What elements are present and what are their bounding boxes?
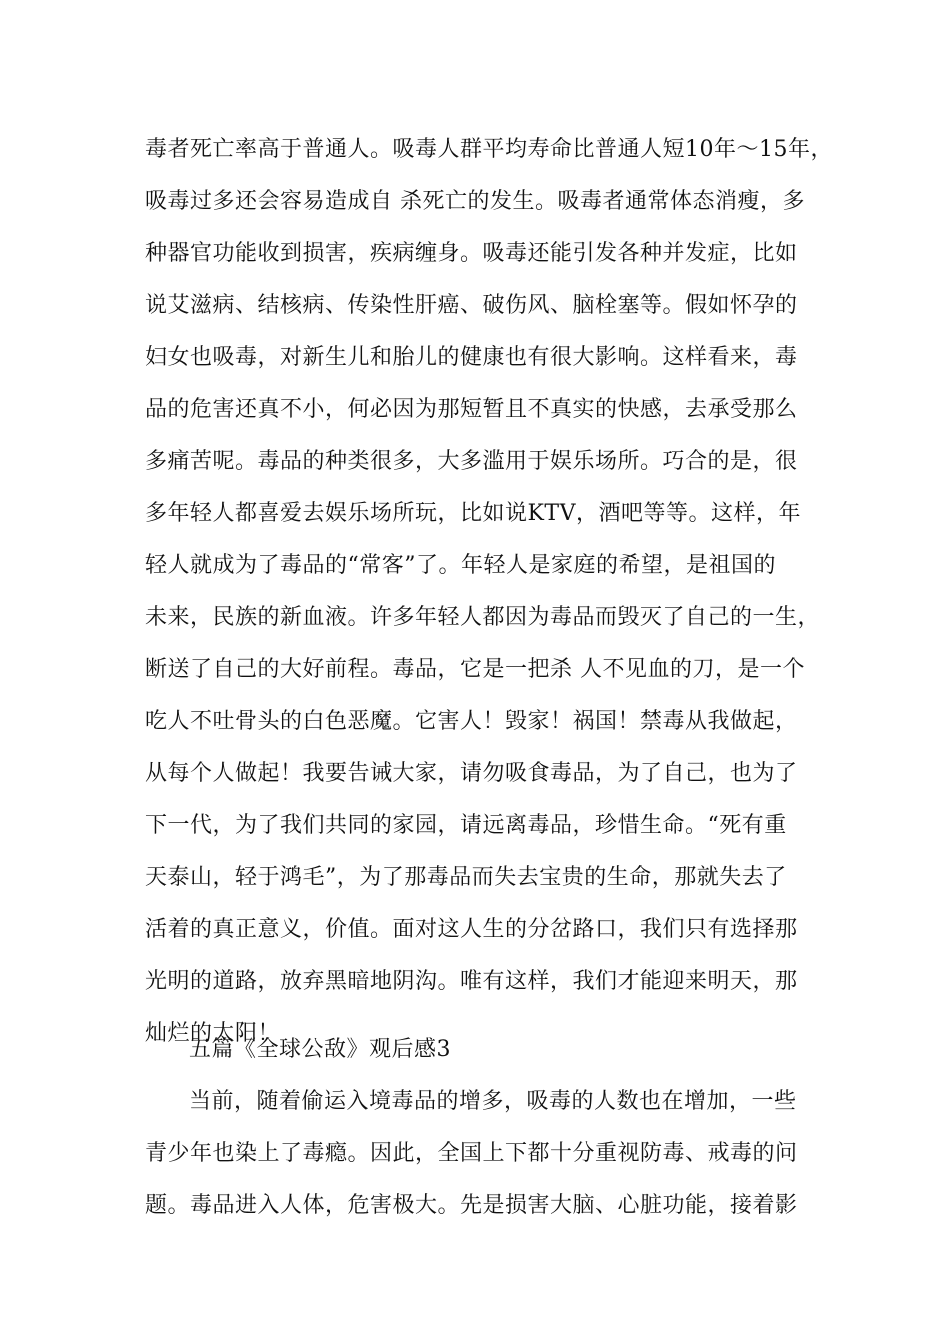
text-line: 天泰山，轻于鸿毛”，为了那毒品而失去宝贵的生命，那就失去了 — [145, 865, 787, 890]
text-line: 灿烂的太阳！ — [145, 1021, 281, 1046]
text-line: 未来，民族的新血液。许多年轻人都因为毒品而毁灭了自己的一生， — [145, 605, 821, 630]
body-paragraph-1 — [145, 124, 833, 1060]
text-line: 当前，随着偷运入境毒品的增多，吸毒的人数也在增加，一些 — [189, 1089, 797, 1114]
text-line: 光明的道路，放弃黑暗地阴沟。唯有这样，我们才能迎来明天，那 — [145, 969, 798, 994]
text-line: 种器官功能收到损害，疾病缠身。吸毒还能引发各种并发症，比如 — [145, 241, 798, 266]
text-line: 妇女也吸毒，对新生儿和胎儿的健康也有很大影响。这样看来，毒 — [145, 345, 798, 370]
text-line: 断送了自己的大好前程。毒品，它是一把杀 人不见血的刀，是一个 — [145, 657, 805, 682]
text-line: 说艾滋病、结核病、传染性肝癌、破伤风、脑栓塞等。假如怀孕的 — [145, 293, 798, 318]
section-title: 五篇《全球公敌》观后感3 — [189, 1037, 451, 1062]
text-line: 毒者死亡率高于普通人。吸毒人群平均寿命比普通人短10年～15年， — [145, 137, 833, 162]
text-line: 多年轻人都喜爱去娱乐场所玩，比如说KTV，酒吧等等。这样，年 — [145, 501, 801, 526]
text-line: 吃人不吐骨头的白色恶魔。它害人！毁家！祸国！禁毒从我做起， — [145, 709, 798, 734]
text-line: 品的危害还真不小，何必因为那短暂且不真实的快感，去承受那么 — [145, 397, 798, 422]
text-line: 下一代，为了我们共同的家园，请远离毒品，珍惜生命。“死有重 — [145, 813, 787, 838]
body-paragraph-2 — [145, 1076, 810, 1232]
text-line: 轻人就成为了毒品的“常客”了。年轻人是家庭的希望，是祖国的 — [145, 553, 776, 578]
text-line: 吸毒过多还会容易造成自 杀死亡的发生。吸毒者通常体态消瘦，多 — [145, 189, 805, 214]
text-line: 多痛苦呢。毒品的种类很多，大多滥用于娱乐场所。巧合的是，很 — [145, 449, 798, 474]
text-line: 题。毒品进入人体，危害极大。先是损害大脑、心脏功能，接着影 — [145, 1193, 798, 1218]
text-line: 从每个人做起！我要告诫大家，请勿吸食毒品，为了自己，也为了 — [145, 761, 798, 786]
text-line: 青少年也染上了毒瘾。因此，全国上下都十分重视防毒、戒毒的问 — [145, 1141, 798, 1166]
text-line: 活着的真正意义，价值。面对这人生的分岔路口，我们只有选择那 — [145, 917, 798, 942]
section-heading — [145, 1024, 810, 1076]
